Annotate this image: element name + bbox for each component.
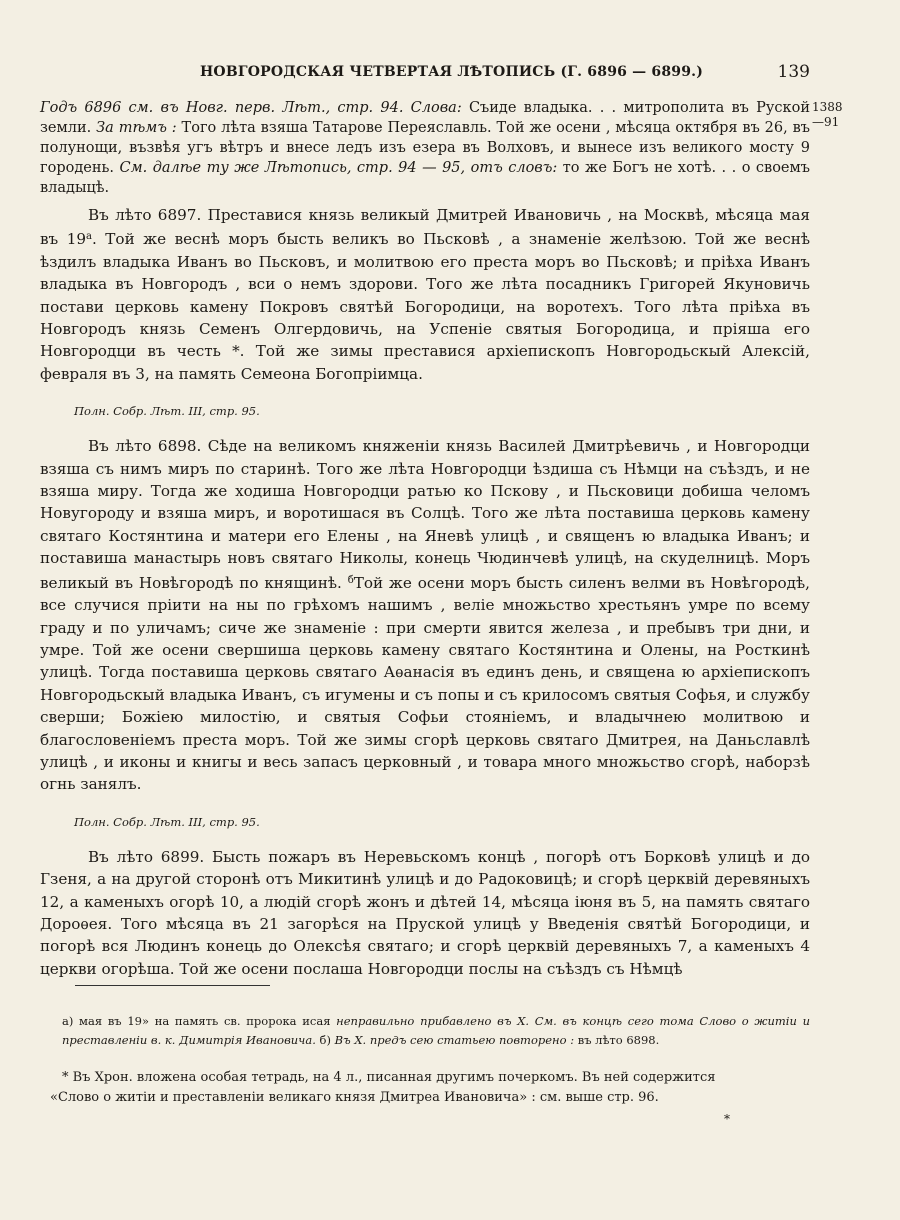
- source-reference-1: Полн. Собр. Лѣт. III, стр. 95.: [74, 404, 260, 419]
- footnote-star-line2: «Слово о житіи и преставленіи великаго князя Дмитреа Ивановича» : см. выше стр. 96.: [50, 1090, 659, 1105]
- footnote-star-line1: * Въ Хрон. вложена особая тетрадь, на 4 л., писанная другимъ почеркомъ. Въ ней содержится: [62, 1070, 716, 1085]
- footnote-b-italic: Въ Х. предъ сею статьею повторено :: [334, 1033, 575, 1047]
- entry-6898-part2: Той же осени моръ бысть силенъ велми въ Новѣгородѣ, все случися пріити на ны по грѣхомъ нашимъ , веліе множьство хрестьянъ умре по всему граду и по уличамъ; сиче же знаменіе : при смерти явится железа , и пребывъ три дни, и умре. Той же осени свершиша церковь камену святаго Костянтина и Олены, на Росткинѣ улицѣ. Тогда поставиша церковь святаго Аѳанасія въ единъ день, и священа ю архіепископъ Новгородьскый владыка Иванъ, съ игумены и съ попы и съ крилосомъ святыя Софья, и службу сверши; Божіею милостію, и святыя Софьи стояніемъ, и владычнею молитвою и благословеніемъ преста моръ. Той же зимы сгорѣ церковь святаго Дмитрея, на Даньславлѣ улицѣ , и иконы и книгы и весь запасъ церковный , и товара много множьство сгорѣ, наборзѣ огнь занялъ.: [40, 573, 810, 794]
- entry-6897-part2: . Той же веснѣ моръ бысть великъ во Пьсковѣ , а знаменіе желѣзою. Той же веснѣ ѣздилъ владыка Иванъ во Пьсковъ, и молитвою его преста моръ во Пьсковѣ; и пріѣха Иванъ владыка въ Новгородъ , вси о немъ здорови. Того же лѣта посадникъ Григорей Якуновичь постави церковь камену Покровъ святѣй Богородици, на воротехъ. Того лѣта пріѣха въ Новгородъ князь Семенъ Олгердовичь, на Успеніе святыя Богородица, и пріяша его Новгородци въ честь *. Той же зимы преставися архіепископъ Новгородьскый Алексій, февраля въ 3, на память Семеона Богопріимца.: [40, 230, 810, 383]
- page-number: 139: [777, 62, 810, 82]
- footnote-a-lead: а) мая въ 19» на память св. пророка исая: [62, 1014, 337, 1028]
- entry-6897: [40, 204, 810, 385]
- intro-text-2: Того лѣта взяша Татарове Переяславль. Той же осени , мѣсяца октября въ 26, въ полунощи, възвѣя угъ вѣтръ и внесе ледъ изъ езера въ Волховъ, и вынесе изъ великого мосту 9 городень.: [40, 120, 811, 176]
- source-reference-2: Полн. Собр. Лѣт. III, стр. 95.: [74, 814, 260, 829]
- intro-text-3: то же Богъ не хотѣ. . . о своемъ владыцѣ.: [40, 160, 811, 196]
- running-header: [200, 62, 810, 84]
- margin-year-bottom: —91: [812, 115, 840, 129]
- entry-6897-part1: Въ лѣто 6897. Преставися князь великый Дмитрей Ивановичь , на Москвѣ, мѣсяца мая въ 19: [40, 206, 810, 249]
- end-asterisk: *: [724, 1112, 730, 1126]
- footnote-divider: [75, 985, 270, 986]
- entry-6898-part1: Въ лѣто 6898. Сѣде на великомъ княженіи князь Василей Дмитрѣевичь , и Новгородци взяша съ нимъ миръ по старинѣ. Того же лѣта Новгородци ѣздиша съ Нѣмци на съѣздъ, и не взяша миру. Тогда же ходиша Новгородци ратью ко Пскову , и Пьсковици добиша челомъ Новугороду и взяша миръ, и воротишася въ Солцѣ. Того же лѣта поставиша церковь камену святаго Костянтина и матери его Елены , на Яневѣ улицѣ , и священъ ю владыка Иванъ; и поставиша манастырь новъ святаго Николы, конець Чюдинчевѣ улицѣ, на скуделницѣ. Моръ великый въ Новѣгородѣ по княщинѣ.: [40, 437, 810, 592]
- footnote-ref-b: б: [347, 574, 354, 586]
- main-text: [40, 98, 810, 980]
- intro-italic-2: За тѣмъ :: [96, 120, 177, 136]
- intro-italic-3: См. далѣе ту же Лѣтопись, стр. 94 — 95, отъ словъ:: [119, 160, 558, 176]
- footnote-a-italic: неправильно прибавлено въ Х. См. въ концѣ сего тома Слово о житіи и преставленіи в. к. Димитрія Ивановича.: [62, 1014, 810, 1047]
- footnote-ref-a: а: [86, 231, 92, 243]
- entry-6899: Въ лѣто 6899. Бысть пожаръ въ Неревьскомъ концѣ , погорѣ отъ Борковѣ улицѣ и до Гзеня, а на другой сторонѣ отъ Микитинѣ улицѣ и до Радоковицѣ; и сгорѣ церквій деревяныхъ 12, а каменыхъ огорѣ 10, а людій сгорѣ жонъ и дѣтей 14, мѣсяца іюня въ 5, на память святаго Дороѳея. Того мѣсяца въ 21 загорѣся на Пруской улицѣ у Введенія святѣй Богородици, и погорѣ вся Людинъ конець до Олексѣя святаго; и сгорѣ церквій деревяныхъ 7, а каменыхъ 4 церкви огорѣша. Той же осени послаша Новгородци послы на съѣздъ съ Нѣмцѣ: [40, 847, 810, 978]
- footnote-b-lead: б): [315, 1033, 335, 1047]
- margin-year-top: 1388: [812, 100, 843, 114]
- intro-paragraph: [40, 98, 810, 198]
- footnotes-ab: [62, 1012, 810, 1050]
- footnote-star: [50, 1068, 810, 1108]
- margin-year-range: [812, 100, 846, 130]
- footnote-b-tail: въ лѣто 6898.: [574, 1033, 660, 1047]
- entry-6898: [40, 435, 810, 796]
- intro-text-1: Съиде владыка. . . митрополита въ Руской земли.: [40, 100, 810, 136]
- intro-lead: Годъ 6896 см. въ Новг. перв. Лѣт., стр. 94. Слова:: [40, 100, 462, 116]
- running-title: НОВГОРОДСКАЯ ЧЕТВЕРТАЯ ЛѢТОПИСЬ (Г. 6896 — 6899.): [200, 64, 704, 80]
